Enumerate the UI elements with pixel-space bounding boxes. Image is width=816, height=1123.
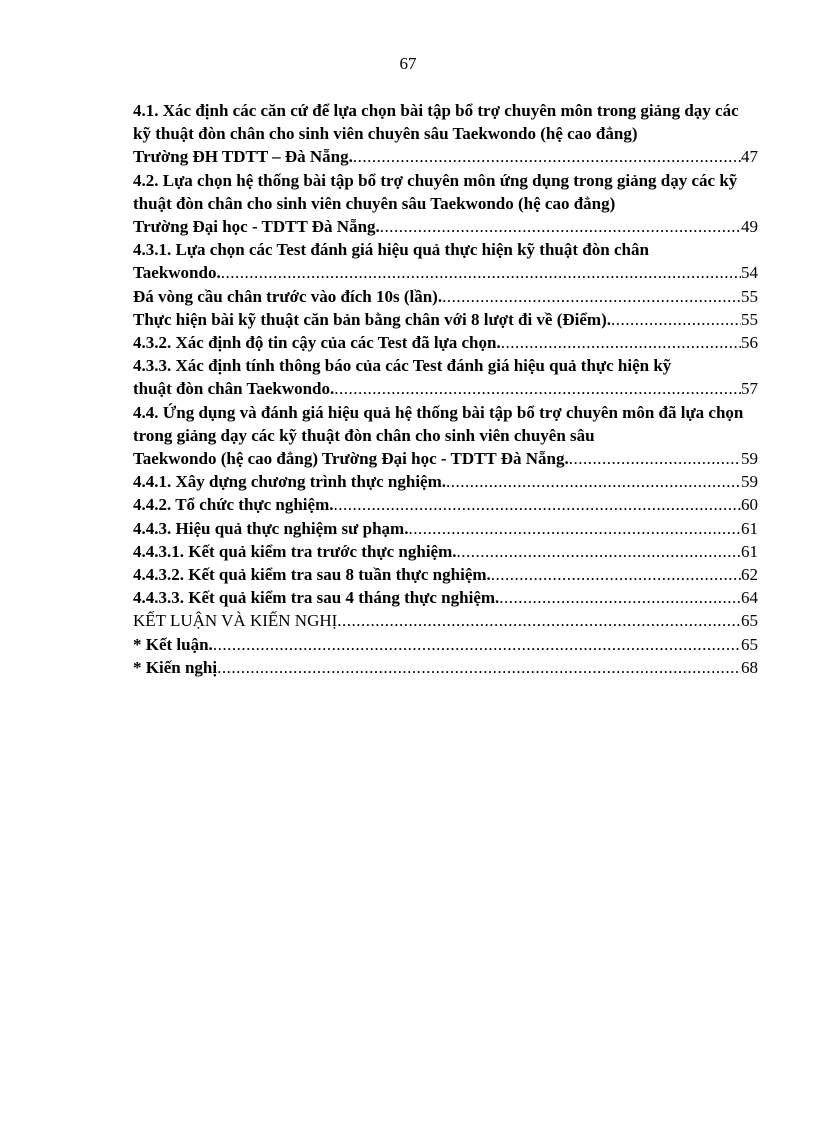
- table-of-contents: [133, 99, 758, 679]
- toc-entry[interactable]: [133, 517, 758, 540]
- toc-entry-text: 4.3.2. Xác định độ tin cậy của các Test đã lựa chọn.: [133, 333, 501, 353]
- toc-entry[interactable]: [133, 308, 758, 331]
- toc-page-number: 55: [741, 309, 758, 329]
- toc-page-number: 54: [741, 263, 758, 283]
- toc-leader-dots: [353, 145, 741, 168]
- toc-entry[interactable]: [133, 331, 758, 354]
- toc-page-number: 60: [741, 495, 758, 515]
- toc-leader-dots: [499, 586, 741, 609]
- toc-entry[interactable]: [133, 169, 758, 239]
- toc-leader-dots: [334, 377, 741, 400]
- toc-page-number: 65: [741, 634, 758, 654]
- toc-entry[interactable]: [133, 285, 758, 308]
- toc-entry-text: 4.4. Ứng dụng và đánh giá hiệu quả hệ thống bài tập bổ trợ chuyên môn đã lựa chọn trong giảng dạy các kỹ thuật đòn chân cho sinh viên chuyên sâu: [133, 402, 744, 445]
- toc-entry-text: 4.3.1. Lựa chọn các Test đánh giá hiệu quả thực hiện kỹ thuật đòn chân: [133, 240, 649, 260]
- toc-entry-text: 4.1. Xác định các căn cứ để lựa chọn bài tập bổ trợ chuyên môn trong giảng dạy các kỹ thuật đòn chân cho sinh viên chuyên sâu Taekwondo (hệ cao đẳng): [133, 101, 739, 144]
- toc-entry-text: KẾT LUẬN VÀ KIẾN NGHỊ: [133, 611, 338, 631]
- toc-entry[interactable]: [133, 563, 758, 586]
- toc-entry-text: Taekwondo (hệ cao đẳng) Trường Đại học - TDTT Đà Nẵng.: [133, 449, 569, 469]
- toc-page-number: 56: [741, 333, 758, 353]
- toc-entry-text: Taekwondo.: [133, 263, 221, 283]
- toc-leader-dots: [333, 493, 741, 516]
- toc-leader-dots: [337, 609, 741, 632]
- toc-leader-dots: [213, 633, 741, 656]
- toc-entry[interactable]: [133, 238, 758, 284]
- toc-page-number: 55: [741, 286, 758, 306]
- toc-entry-text: 4.3.3. Xác định tính thông báo của các Test đánh giá hiệu quả thực hiện kỹ: [133, 356, 672, 376]
- toc-entry-text: 4.4.3. Hiệu quả thực nghiệm sư phạm.: [133, 518, 409, 538]
- toc-page-number: 61: [741, 541, 758, 561]
- toc-leader-dots: [611, 308, 741, 331]
- toc-entry-text: 4.4.3.2. Kết quả kiểm tra sau 8 tuần thực nghiệm.: [133, 565, 491, 585]
- toc-entry[interactable]: [133, 493, 758, 516]
- toc-page-number: 59: [741, 449, 758, 469]
- toc-page-number: 49: [741, 217, 758, 237]
- toc-page-number: 62: [741, 565, 758, 585]
- toc-entry-text: Thực hiện bài kỹ thuật căn bản bằng chân với 8 lượt đi về (Điểm).: [133, 309, 611, 329]
- toc-entry[interactable]: [133, 99, 758, 169]
- toc-entry[interactable]: [133, 656, 758, 679]
- toc-entry-text: Trường ĐH TDTT – Đà Nẵng.: [133, 147, 353, 167]
- toc-leader-dots: [491, 563, 741, 586]
- toc-entry-text: 4.4.2. Tổ chức thực nghiệm.: [133, 495, 334, 515]
- toc-entry[interactable]: [133, 540, 758, 563]
- toc-entry-text: * Kiến nghị: [133, 657, 218, 677]
- toc-page-number: 57: [741, 379, 758, 399]
- toc-entry-text: 4.4.3.3. Kết quả kiểm tra sau 4 tháng thực nghiệm.: [133, 588, 500, 608]
- toc-leader-dots: [380, 215, 741, 238]
- toc-page-number: 47: [741, 147, 758, 167]
- toc-page-number: 59: [741, 472, 758, 492]
- toc-entry-text: 4.4.3.1. Kết quả kiểm tra trước thực nghiệm.: [133, 541, 457, 561]
- toc-entry[interactable]: [133, 470, 758, 493]
- toc-entry-text: 4.4.1. Xây dựng chương trình thực nghiệm.: [133, 472, 446, 492]
- toc-leader-dots: [221, 261, 741, 284]
- toc-entry[interactable]: [133, 401, 758, 471]
- toc-entry-text: Đá vòng cầu chân trước vào đích 10s (lần).: [133, 286, 443, 306]
- toc-entry-text: * Kết luận.: [133, 634, 213, 654]
- toc-page-number: 65: [741, 611, 758, 631]
- toc-leader-dots: [446, 470, 741, 493]
- toc-leader-dots: [457, 540, 742, 563]
- toc-leader-dots: [442, 285, 741, 308]
- toc-leader-dots: [217, 656, 741, 679]
- toc-entry-text: 4.2. Lựa chọn hệ thống bài tập bổ trợ chuyên môn ứng dụng trong giảng dạy các kỹ thuật đòn chân cho sinh viên chuyên sâu Taekwondo (hệ cao đẳng): [133, 170, 738, 213]
- toc-leader-dots: [501, 331, 741, 354]
- toc-leader-dots: [408, 517, 741, 540]
- toc-entry[interactable]: [133, 354, 758, 400]
- toc-page-number: 61: [741, 518, 758, 538]
- toc-page-number: 64: [741, 588, 758, 608]
- toc-entry[interactable]: [133, 633, 758, 656]
- toc-entry[interactable]: [133, 609, 758, 632]
- toc-leader-dots: [569, 447, 741, 470]
- toc-page-number: 68: [741, 657, 758, 677]
- toc-entry[interactable]: [133, 586, 758, 609]
- toc-entry-text: Trường Đại học - TDTT Đà Nẵng.: [133, 217, 380, 237]
- page-number: 67: [399, 54, 417, 73]
- toc-entry-text: thuật đòn chân Taekwondo.: [133, 379, 335, 399]
